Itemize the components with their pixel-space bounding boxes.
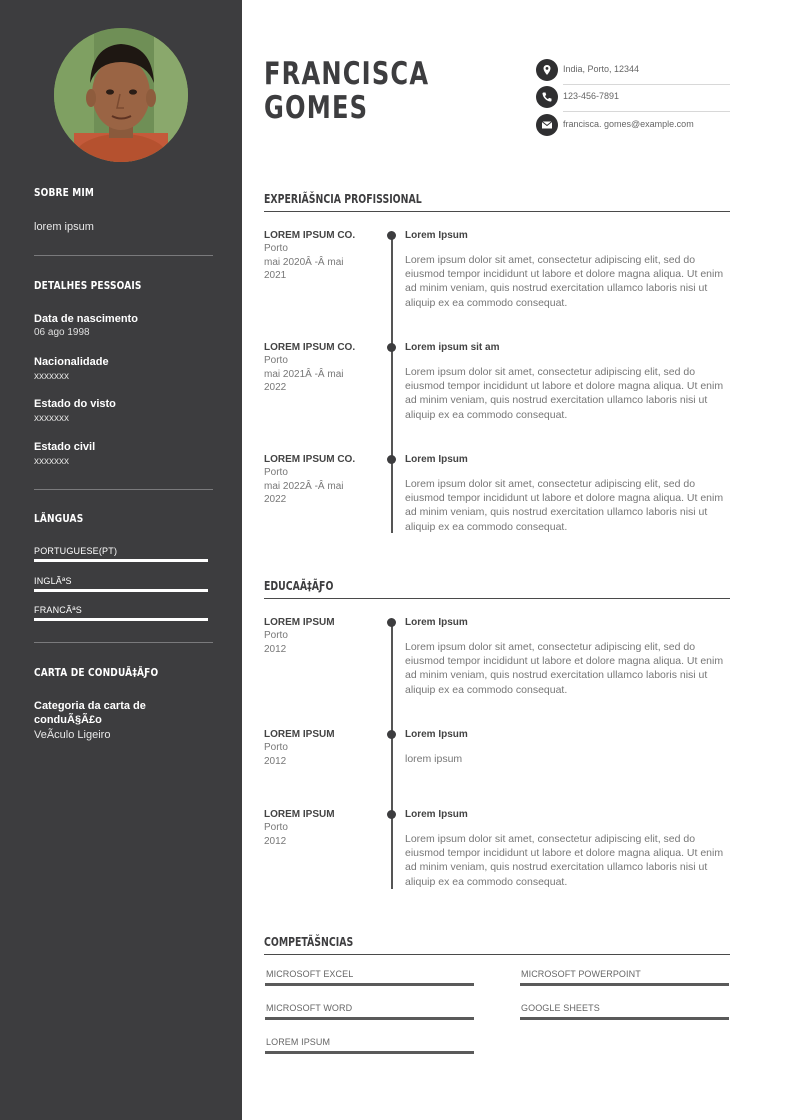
graduation-year: 2012 [264,756,287,767]
date-range [264,256,364,282]
phone-text: 123-456-7891 [563,91,620,101]
degree-title: Lorem Ipsum [405,617,468,628]
email-icon [536,114,558,136]
nationality-label: Nacionalidade [34,356,109,368]
profile-photo [54,28,188,162]
date-range [264,368,364,394]
job-title: Lorem ipsum sit am [405,342,500,353]
school-city: Porto [264,822,288,833]
phone-icon [536,86,558,108]
sidebar [0,0,242,1120]
skill-name: MICROSOFT WORD [266,1003,353,1013]
job-description: Lorem ipsum dolor sit amet, consectetur adipiscing elit, sed do eiusmod tempor incididunt ut labore et dolore magna aliqua. Ut enim ad minim veniam, quis nostrud exercitation ullamco laboris nisi ut aliquip ex ea commodo consequat. [405,366,724,421]
contact-phone [536,86,730,108]
license-category-label: Categoria da carta de [34,700,146,712]
date-end: 2022 [264,382,287,393]
driving-license-heading: CARTA DE CONDUÃ‡ÃƑO [34,666,159,679]
degree-description: Lorem ipsum dolor sit amet, consectetur adipiscing elit, sed do eiusmod tempor incididunt ut labore et dolore magna aliqua. Ut enim ad minim veniam, quis nostrud exercitation ullamco laboris nisi ut aliquip ex ea commodo consequat. [405,641,724,696]
company-city: Porto [264,355,288,366]
school-city: Porto [264,630,288,641]
skill-level-bar [265,1017,474,1020]
experience-entry [264,342,730,432]
timeline-dot [387,343,396,352]
contact-address [536,59,730,81]
date-start: mai 2020Â -Â mai [264,257,344,268]
language-name: INGLÃªS [34,576,72,586]
sidebar-divider [34,255,213,256]
timeline-dot [387,618,396,627]
about-heading: SOBRE MIM [34,186,95,199]
skills-heading: COMPETÃŠNCIAS [264,935,354,949]
date-end: 2022 [264,494,287,505]
language-name: PORTUGUESE(PT) [34,546,118,556]
last-name: GOMES [264,90,369,126]
timeline-dot [387,810,396,819]
sidebar-divider [34,642,213,643]
address-text: India, Porto, 12344 [563,64,640,74]
language-level-bar [34,589,208,592]
education-entry [264,729,730,789]
date-range [264,480,364,506]
skill-name: LOREM IPSUM [266,1037,331,1047]
first-name: FRANCISCA [264,56,430,92]
skill-name: MICROSOFT EXCEL [266,969,354,979]
school-name: LOREM IPSUM [264,729,335,740]
degree-description: lorem ipsum [405,753,463,765]
contact-divider [563,84,730,85]
date-start: mai 2022Â -Â mai [264,481,344,492]
job-title: Lorem Ipsum [405,230,468,241]
license-category-value: VeÃculo Ligeiro [34,729,111,741]
skill-level-bar [265,1051,474,1054]
school-name: LOREM IPSUM [264,617,335,628]
section-rule [264,598,730,599]
personal-details-heading: DETALHES PESSOAIS [34,279,142,292]
school-city: Porto [264,742,288,753]
birthdate-value: 06 ago 1998 [34,327,90,338]
skill-name: MICROSOFT POWERPOINT [521,969,641,979]
timeline-dot [387,455,396,464]
skill-level-bar [265,983,474,986]
job-description: Lorem ipsum dolor sit amet, consectetur adipiscing elit, sed do eiusmod tempor incididunt ut labore et dolore magna aliqua. Ut enim ad minim veniam, quis nostrud exercitation ullamco laboris nisi ut aliquip ex ea commodo consequat. [405,478,724,533]
language-name: FRANCÃªS [34,605,82,615]
date-start: mai 2021Â -Â mai [264,369,344,380]
timeline-dot [387,730,396,739]
timeline-dot [387,231,396,240]
job-description: Lorem ipsum dolor sit amet, consectetur adipiscing elit, sed do eiusmod tempor incididunt ut labore et dolore magna aliqua. Ut enim ad minim veniam, quis nostrud exercitation ullamco laboris nisi ut aliquip ex ea commodo consequat. [405,254,724,309]
contact-divider [563,111,730,112]
degree-description: Lorem ipsum dolor sit amet, consectetur adipiscing elit, sed do eiusmod tempor incididunt ut labore et dolore magna aliqua. Ut enim ad minim veniam, quis nostrud exercitation ullamco laboris nisi ut aliquip ex ea commodo consequat. [405,833,724,888]
email-text: francisca. gomes@example.com [563,119,694,129]
skill-level-bar [520,983,729,986]
company-city: Porto [264,243,288,254]
contact-email [536,114,730,136]
graduation-year: 2012 [264,644,287,655]
skill-name: GOOGLE SHEETS [521,1003,600,1013]
visa-status-label: Estado do visto [34,398,116,410]
sidebar-divider [34,489,213,490]
marital-status-value: xxxxxxx [34,456,69,467]
company-name: LOREM IPSUM CO. [264,230,356,241]
section-rule [264,211,730,212]
date-end: 2021 [264,270,287,281]
language-level-bar [34,559,208,562]
license-category-label-cont: conduÃ§Ã£o [34,714,102,726]
company-name: LOREM IPSUM CO. [264,342,356,353]
birthdate-label: Data de nascimento [34,313,138,325]
marital-status-label: Estado civil [34,441,96,453]
degree-title: Lorem Ipsum [405,809,468,820]
degree-title: Lorem Ipsum [405,729,468,740]
languages-heading: LÃNGUAS [34,512,84,525]
education-heading: EDUCAÃ‡ÃƑO [264,579,334,593]
experience-entry [264,230,730,320]
education-entry [264,617,730,707]
person-photo-icon [54,28,188,162]
school-name: LOREM IPSUM [264,809,335,820]
section-rule [264,954,730,955]
language-level-bar [34,618,208,621]
nationality-value: xxxxxxx [34,371,69,382]
graduation-year: 2012 [264,836,287,847]
location-pin-icon [536,59,558,81]
experience-heading: EXPERIÃŠNCIA PROFISSIONAL [264,192,422,206]
company-name: LOREM IPSUM CO. [264,454,356,465]
job-title: Lorem Ipsum [405,454,468,465]
education-entry [264,809,730,899]
experience-entry [264,454,730,544]
company-city: Porto [264,467,288,478]
visa-status-value: xxxxxxx [34,413,69,424]
skill-level-bar [520,1017,729,1020]
about-text: lorem ipsum [34,221,94,233]
